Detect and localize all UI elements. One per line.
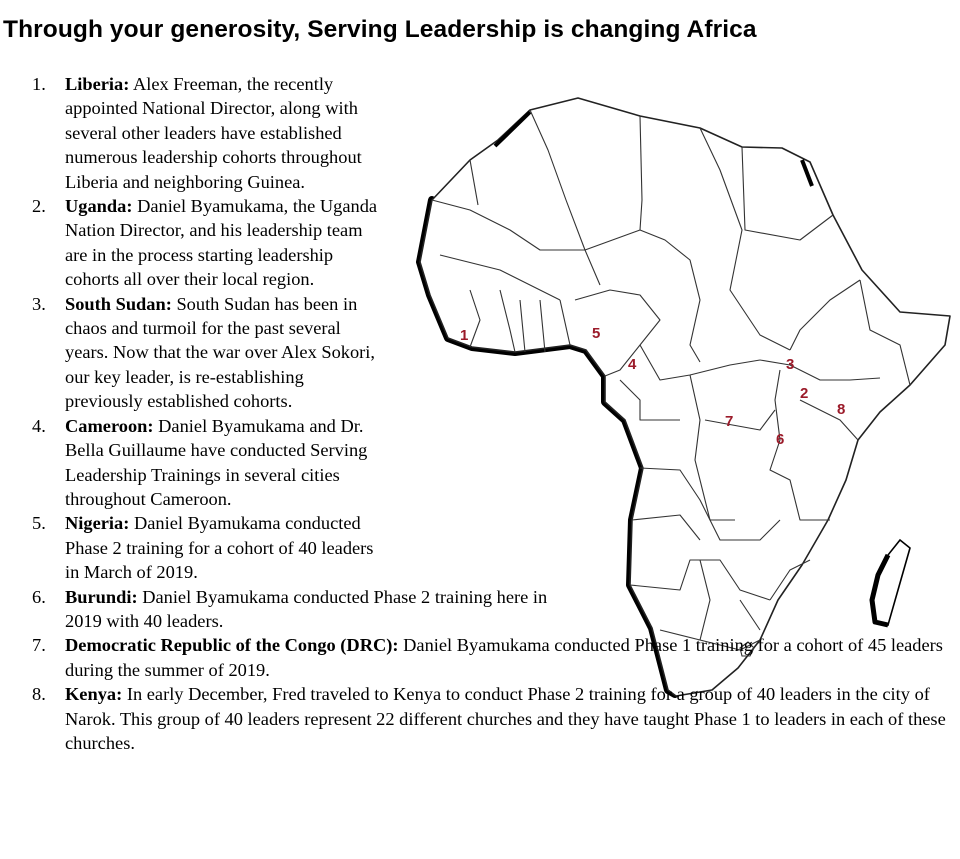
map-marker-2: 2 xyxy=(800,385,809,402)
map-marker-1: 1 xyxy=(460,327,469,344)
map-marker-4: 4 xyxy=(628,356,637,373)
page-title: Through your generosity, Serving Leadership is changing Africa xyxy=(3,16,757,43)
project-description: Daniel Byamukama, the Uganda Nation Director, and his leadership team are in the process starting leadership cohorts all over their local region. xyxy=(65,196,378,290)
list-item-number: 7. xyxy=(32,635,46,656)
project-description: South Sudan has been in chaos and turmoil for the past several years. Now that the war over Alex Sokori, our key leader, is re-establishing previously established cohorts. xyxy=(65,293,376,412)
list-item-number: 5. xyxy=(32,513,46,534)
country-name: Liberia: xyxy=(65,74,130,94)
list-item xyxy=(0,511,385,584)
project-description: In early December, Fred traveled to Kenya to conduct Phase 2 training for a group of 40 leaders in the city of Narok. This group of 40 leaders represent 22 different churches and they have taught Phase 1 to leaders in each of these churches. xyxy=(65,684,946,753)
map-marker-6: 6 xyxy=(776,431,785,448)
project-description: Alex Freeman, the recently appointed National Director, along with several other leaders have established numerous leadership cohorts throughout Liberia and neighboring Guinea. xyxy=(65,74,362,192)
map-marker-7: 7 xyxy=(725,413,734,430)
country-name: Cameroon: xyxy=(65,415,154,436)
list-item-number: 4. xyxy=(32,415,46,436)
country-name: Nigeria: xyxy=(65,513,130,534)
country-name: Kenya: xyxy=(65,684,123,705)
list-item-number: 3. xyxy=(32,293,46,314)
project-description: Daniel Byamukama and Dr. Bella Guillaume have conducted Serving Leadership Trainings in several cities throughout Cameroon. xyxy=(65,415,368,509)
list-item-number: 2. xyxy=(32,196,46,217)
project-list xyxy=(0,72,950,755)
list-item xyxy=(0,633,950,682)
country-name: South Sudan: xyxy=(65,293,172,314)
map-marker-5: 5 xyxy=(592,325,601,342)
list-item xyxy=(0,72,385,194)
list-item xyxy=(0,585,550,634)
list-item xyxy=(0,682,950,755)
project-description: Daniel Byamukama conducted Phase 2 training for a cohort of 40 leaders in March of 2019. xyxy=(65,513,374,583)
project-description: Daniel Byamukama conducted Phase 1 training for a cohort of 45 leaders during the summer of 2019. xyxy=(65,635,943,680)
project-description: Daniel Byamukama conducted Phase 2 training here in 2019 with 40 leaders. xyxy=(65,586,548,631)
list-item xyxy=(0,194,385,292)
map-marker-3: 3 xyxy=(786,356,795,373)
country-name: Uganda: xyxy=(65,196,133,217)
list-item xyxy=(0,292,385,414)
list-item-number: 1. xyxy=(32,74,46,94)
country-name: Burundi: xyxy=(65,586,138,607)
list-item-number: 8. xyxy=(32,684,46,705)
list-item xyxy=(0,414,385,512)
country-name: Democratic Republic of the Congo (DRC): xyxy=(65,635,399,656)
map-marker-8: 8 xyxy=(837,401,846,418)
list-item-number: 6. xyxy=(32,586,46,607)
